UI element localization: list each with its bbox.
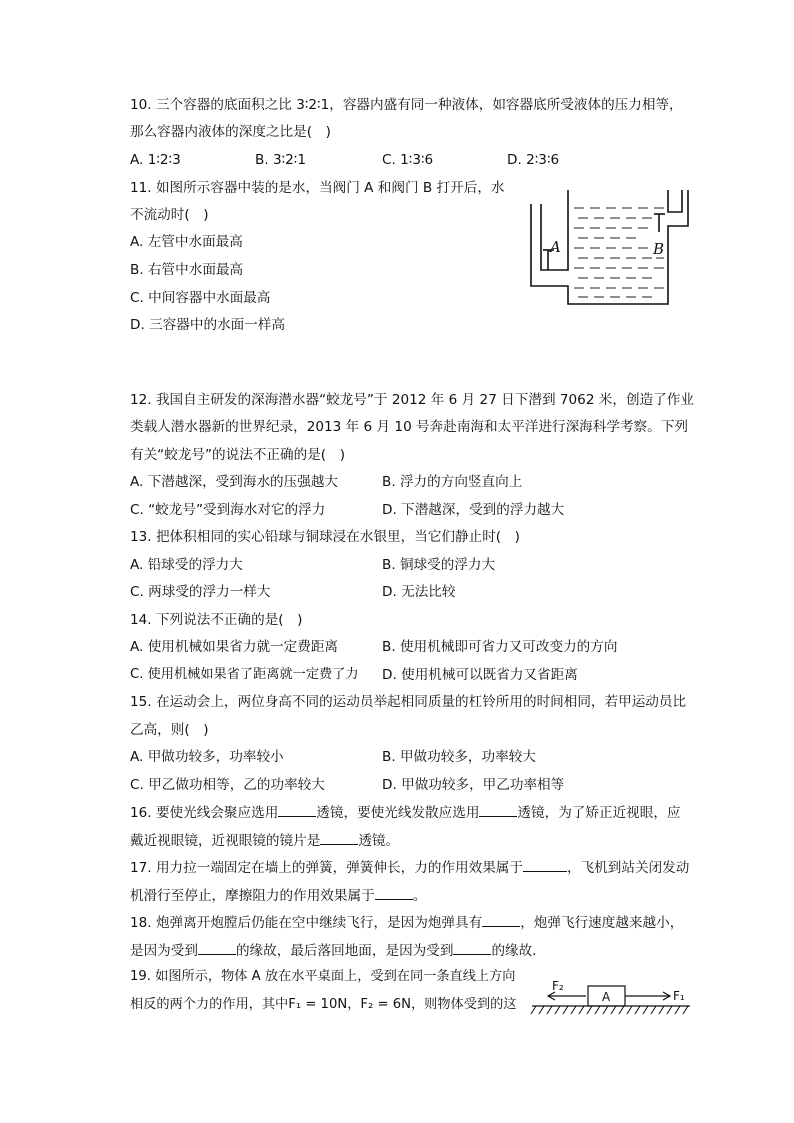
q18-blank-1[interactable] [482,913,520,927]
q18-line2 [130,941,546,960]
q17-text-2: ，飞机到站关闭发动 [566,860,690,876]
q15-option-c: C. 甲乙做功相等，乙的功率较大 [130,777,325,793]
q11-option-b: B. 右管中水面最高 [130,262,244,278]
q16-text-1: 16. 要使光线会聚应选用 [130,805,279,821]
q11-stem-line2: 不流动时( ) [130,207,209,223]
q14-option-d: D. 使用机械可以既省力又省距离 [382,667,578,683]
q18-text-5: 的缘故． [491,943,546,959]
q14-option-b: B. 使用机械即可省力又可改变力的方向 [382,639,618,655]
connected-vessels-figure [528,186,694,310]
valve-a-label: A [550,238,561,256]
q18-text-3: 是因为受到 [130,943,198,959]
q12-stem-line1: 12. 我国自主研发的深海潜水器“蛟龙号”于 2012 年 6 月 27 日下潜到 7062 米，创造了作业 [130,392,694,408]
q14-option-a: A. 使用机械如果省力就一定费距离 [130,639,339,655]
q15-option-b: B. 甲做功较多，功率较大 [382,749,536,765]
q12-stem-line2: 类载人潜水器新的世界纪录，2013 年 6 月 10 号奔赴南海和太平洋进行深海科学考察。下列 [130,419,688,435]
q15-option-a: A. 甲做功较多，功率较小 [130,749,284,765]
q17-text-4: 。 [412,888,427,904]
q15-stem-line1: 15. 在运动会上，两位身高不同的运动员举起相同质量的杠铃所用的时间相同，若甲运动员比 [130,694,687,710]
q12-option-a: A. 下潜越深，受到海水的压强越大 [130,474,339,490]
q10-stem-line1: 10. 三个容器的底面积之比 3∶2∶1，容器内盛有同一种液体，如容器底所受液体的压力相等， [130,97,683,113]
q18-line1 [130,913,683,932]
block-a-label: A [602,990,611,1004]
q17-line2 [130,886,426,905]
q17-blank-2[interactable] [375,886,413,900]
q11-option-a: A. 左管中水面最高 [130,234,243,250]
q16-text-5: 透镜。 [358,833,400,849]
q11-option-c: C. 中间容器中水面最高 [130,290,271,306]
q10-option-a: A. 1∶2∶3 [130,152,181,168]
q13-option-c: C. 两球受的浮力一样大 [130,584,271,600]
q15-stem-line2: 乙高，则( ) [130,722,209,738]
q19-stem-line1: 19. 如图所示，物体 A 放在水平桌面上，受到在同一条直线上方向 [130,969,516,984]
q18-text-4: 的缘故，最后落回地面，是因为受到 [235,943,454,959]
q17-text-3: 机滑行至停止，摩擦阻力的作用效果属于 [130,888,375,904]
q16-blank-1[interactable] [278,803,316,817]
q13-stem-line1: 13. 把体积相同的实心铅球与铜球浸在水银里，当它们静止时( ) [130,529,520,545]
q13-option-b: B. 铜球受的浮力大 [382,557,496,573]
q18-text-2: ，炮弹飞行速度越来越小， [520,915,684,931]
valve-b-label: B [653,240,665,258]
table-hatching [531,1006,688,1014]
q15-option-d: D. 甲做功较多，甲乙功率相等 [382,777,565,793]
q12-option-d: D. 下潜越深，受到的浮力越大 [382,502,565,518]
q17-line1 [130,858,689,877]
q10-option-b: B. 3∶2∶1 [255,152,306,168]
q11-option-d: D. 三容器中的水面一样高 [130,317,286,333]
q18-text-1: 18. 炮弹离开炮膛后仍能在空中继续飞行，是因为炮弹具有 [130,915,483,931]
q14-option-c: C. 使用机械如果省了距离就一定费了力 [130,667,359,682]
q13-option-a: A. 铅球受的浮力大 [130,557,243,573]
q11-stem-line1: 11. 如图所示容器中装的是水，当阀门 A 和阀门 B 打开后，水 [130,180,505,196]
force-f1-label: F₁ [673,989,685,1003]
q17-blank-1[interactable] [523,858,567,872]
q10-stem-line2: 那么容器内液体的深度之比是( ) [130,124,331,140]
q12-option-c: C. “蛟龙号”受到海水对它的浮力 [130,502,326,518]
q17-text-1: 17. 用力拉一端固定在墙上的弹簧，弹簧伸长，力的作用效果属于 [130,860,523,876]
q13-option-d: D. 无法比较 [382,584,456,600]
q19-stem-line2: 相反的两个力的作用，其中F₁ = 10N，F₂ = 6N，则物体受到的这 [130,997,517,1012]
q16-line1 [130,803,681,822]
q16-blank-3[interactable] [320,831,358,845]
q16-text-2: 透镜，要使光线发散应选用 [316,805,480,821]
force-f2-label: F₂ [552,979,564,993]
q18-blank-3[interactable] [453,941,491,955]
q16-text-4: 戴近视眼镜，近视眼镜的镜片是 [130,833,321,849]
q14-stem-line1: 14. 下列说法不正确的是( ) [130,612,303,628]
q10-option-c: C. 1∶3∶6 [382,152,434,168]
q16-text-3: 透镜，为了矫正近视眼，应 [517,805,681,821]
q12-stem-line3: 有关“蛟龙号”的说法不正确的是( ) [130,447,346,463]
q18-blank-2[interactable] [198,941,236,955]
q10-option-d: D. 2∶3∶6 [507,152,560,168]
q12-option-b: B. 浮力的方向竖直向上 [382,474,523,490]
q16-blank-2[interactable] [479,803,517,817]
q16-line2 [130,831,399,850]
force-block-figure [528,974,694,1020]
